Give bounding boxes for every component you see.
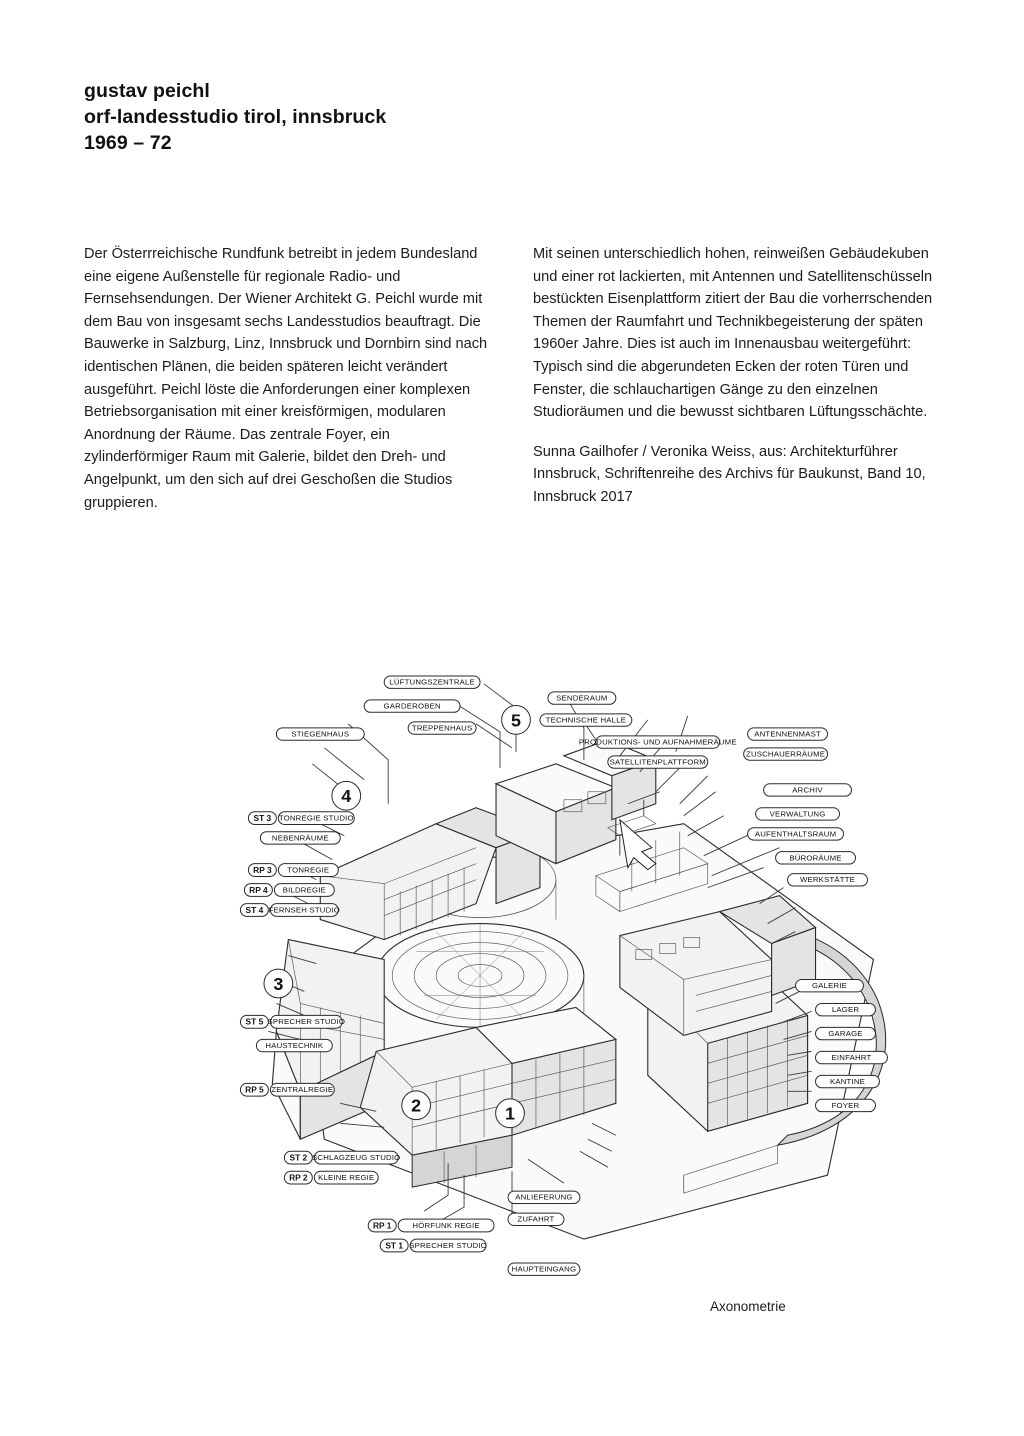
svg-text:STIEGENHAUS: STIEGENHAUS [291,729,350,739]
annotation-21 [260,832,340,844]
annotation-16 [816,1051,888,1063]
svg-text:ST 1: ST 1 [385,1240,404,1251]
paragraph-exterior: Mit seinen unterschiedlich hohen, reinweißen Gebäudekuben und einer rot lackierten, mit Antennen und Satellitenschüsseln bestückten Eisenplattform zitiert der Bau die vorherrschenden Themen der Raumfahrt und Technikbegeisterung der späten 1960er Jahre. Dies ist auch im Innenausbau weitergeführt: Typisch sind die abgerundeten Ecken der roten Türen und Fenster, die schlauchartigen Gänge zu den einzelnen Studioräumen und die bewusst sichtbaren Lüftungsschächte. [533,246,933,421]
svg-text:GARAGE: GARAGE [828,1028,863,1038]
annotation-25 [508,1263,580,1275]
annotation-5 [579,736,737,748]
paragraph-description: Der Österrreichische Rundfunk betreibt in jedem Bundesland eine eigene Außenstelle für regionale Radio- und Fernsehsendungen. Der Wiener Architekt G. Peichl wurde mit dem Bau von insgesamt sechs Landesstudios beauftragt. Die Bauwerke in Salzburg, Linz, Innsbruck und Dornbirn sind nach identischen Plänen, die beiden späteren leicht verändert ausgeführt. Peichl löste die Anforderungen einer komplexen Betriebsorganisation mit einer kreisförmigen, modularen Anordnung der Räume. Das zentrale Foyer, ein zylinderförmiger Raum mit Galerie, bildet den Dreh- und Angelpunkt, um den sich auf drei Geschoßen die Studios gruppieren. [84,246,488,511]
annotation-8 [744,748,828,760]
svg-text:PRODUKTIONS- UND AUFNAHMERÄUME: PRODUKTIONS- UND AUFNAHMERÄUME [578,737,737,747]
svg-text:GALERIE: GALERIE [811,981,848,991]
annotation-12 [776,852,856,864]
svg-text:TREPPENHAUS: TREPPENHAUS [411,723,473,733]
svg-text:LÜFTUNGSZENTRALE: LÜFTUNGSZENTRALE [389,677,475,687]
svg-text:ARCHIV: ARCHIV [792,785,823,795]
svg-text:RP 3: RP 3 [253,864,272,875]
annotation-24 [508,1213,564,1225]
figure-axonometry [84,640,944,1340]
annotation-17 [816,1075,880,1087]
page-title [84,78,784,156]
svg-text:KANTINE: KANTINE [829,1076,866,1086]
annotation-23 [508,1191,580,1203]
svg-text:BILDREGIE: BILDREGIE [282,885,326,895]
room-tag-rp2 [284,1171,378,1184]
svg-text:ST 4: ST 4 [245,904,264,915]
paragraph-source: Sunna Gailhofer / Veronika Weiss, aus: Architekturführer Innsbruck, Schriftenreihe des Archivs für Baukunst, Band 10, Innsbruck 2017 [533,443,926,505]
annotation-9 [764,784,852,796]
svg-text:ZUFAHRT: ZUFAHRT [517,1214,555,1224]
svg-text:RP 4: RP 4 [249,884,268,895]
figure-caption: Axonometrie [710,1299,786,1314]
svg-text:VERWALTUNG: VERWALTUNG [769,809,826,819]
body-text [84,243,944,514]
svg-text:WERKSTÄTTE: WERKSTÄTTE [799,875,856,885]
annotation-10 [756,808,840,820]
svg-text:KLEINE REGIE: KLEINE REGIE [318,1172,375,1182]
svg-text:EINFAHRT: EINFAHRT [831,1052,872,1062]
room-tag-st2 [284,1151,400,1164]
room-tag-st3 [248,812,354,825]
room-tag-st1 [380,1239,487,1252]
svg-text:ANTENNENMAST: ANTENNENMAST [754,729,821,739]
svg-text:RP 1: RP 1 [372,1220,392,1231]
annotation-19 [796,979,864,991]
annotation-14 [816,1003,876,1015]
callout-3: 3 [273,973,284,994]
annotation-0 [384,676,480,688]
annotation-13 [788,874,868,886]
svg-text:SPRECHER STUDIO: SPRECHER STUDIO [267,1017,346,1027]
svg-text:TONREGIE: TONREGIE [287,865,330,875]
annotation-7 [748,728,828,740]
title-line-years: 1969 – 72 [84,132,172,154]
room-tag-rp4 [244,884,334,897]
room-tag-st4 [240,904,340,917]
svg-text:FERNSEH STUDIO: FERNSEH STUDIO [268,905,341,915]
room-tag-rp5 [240,1083,334,1096]
annotation-3 [548,692,616,704]
svg-text:GARDEROBEN: GARDEROBEN [383,701,441,711]
svg-text:SCHLAGZEUG STUDIO: SCHLAGZEUG STUDIO [312,1153,401,1163]
svg-text:HÖRFUNK REGIE: HÖRFUNK REGIE [412,1220,480,1230]
svg-text:ST 3: ST 3 [253,812,272,823]
svg-text:HAUSTECHNIK: HAUSTECHNIK [265,1040,324,1050]
annotation-2 [408,722,476,734]
svg-text:LAGER: LAGER [831,1005,860,1015]
svg-text:SPRECHER STUDIO: SPRECHER STUDIO [409,1240,487,1250]
svg-text:SENDERAUM: SENDERAUM [556,693,608,703]
annotation-22 [256,1039,332,1051]
axonometry-svg [84,640,944,1295]
annotation-15 [816,1027,876,1039]
callout-2: 2 [411,1095,422,1116]
annotation-18 [816,1099,876,1111]
annotation-1 [364,700,460,712]
room-tag-rp3 [248,864,338,877]
title-line-architect: gustav peichl [84,80,210,102]
svg-text:BÜRORÄUME: BÜRORÄUME [789,853,842,863]
svg-text:ST 5: ST 5 [245,1016,264,1027]
annotation-6 [608,756,708,768]
annotation-4 [540,714,632,726]
svg-text:RP 5: RP 5 [245,1084,264,1095]
svg-text:TONREGIE STUDIO: TONREGIE STUDIO [278,813,354,823]
svg-text:ST 2: ST 2 [289,1152,308,1163]
callout-4: 4 [341,786,352,807]
room-tag-st5 [240,1015,345,1028]
svg-text:ANLIEFERUNG: ANLIEFERUNG [515,1192,573,1202]
callout-1: 1 [505,1103,516,1124]
title-line-project: orf-landesstudio tirol, innsbruck [84,106,387,128]
svg-text:ZUSCHAUERRÄUME: ZUSCHAUERRÄUME [745,749,826,759]
svg-text:RP 2: RP 2 [289,1172,308,1183]
svg-text:FOYER: FOYER [831,1100,860,1110]
svg-text:SATELLITENPLATTFORM: SATELLITENPLATTFORM [609,757,706,767]
svg-text:AUFENTHALTSRAUM: AUFENTHALTSRAUM [754,829,837,839]
annotation-11 [748,828,844,840]
svg-text:TECHNISCHE HALLE: TECHNISCHE HALLE [545,715,627,725]
svg-text:ZENTRALREGIE: ZENTRALREGIE [271,1085,334,1095]
right-column [533,243,944,514]
left-column [84,243,495,514]
callout-5: 5 [510,710,521,731]
axonometry-drawing [84,640,944,1295]
svg-text:HAUPTEINGANG: HAUPTEINGANG [511,1264,577,1274]
svg-text:NEBENRÄUME: NEBENRÄUME [271,833,329,843]
annotation-20 [276,728,364,740]
room-tag-rp1 [368,1219,494,1232]
